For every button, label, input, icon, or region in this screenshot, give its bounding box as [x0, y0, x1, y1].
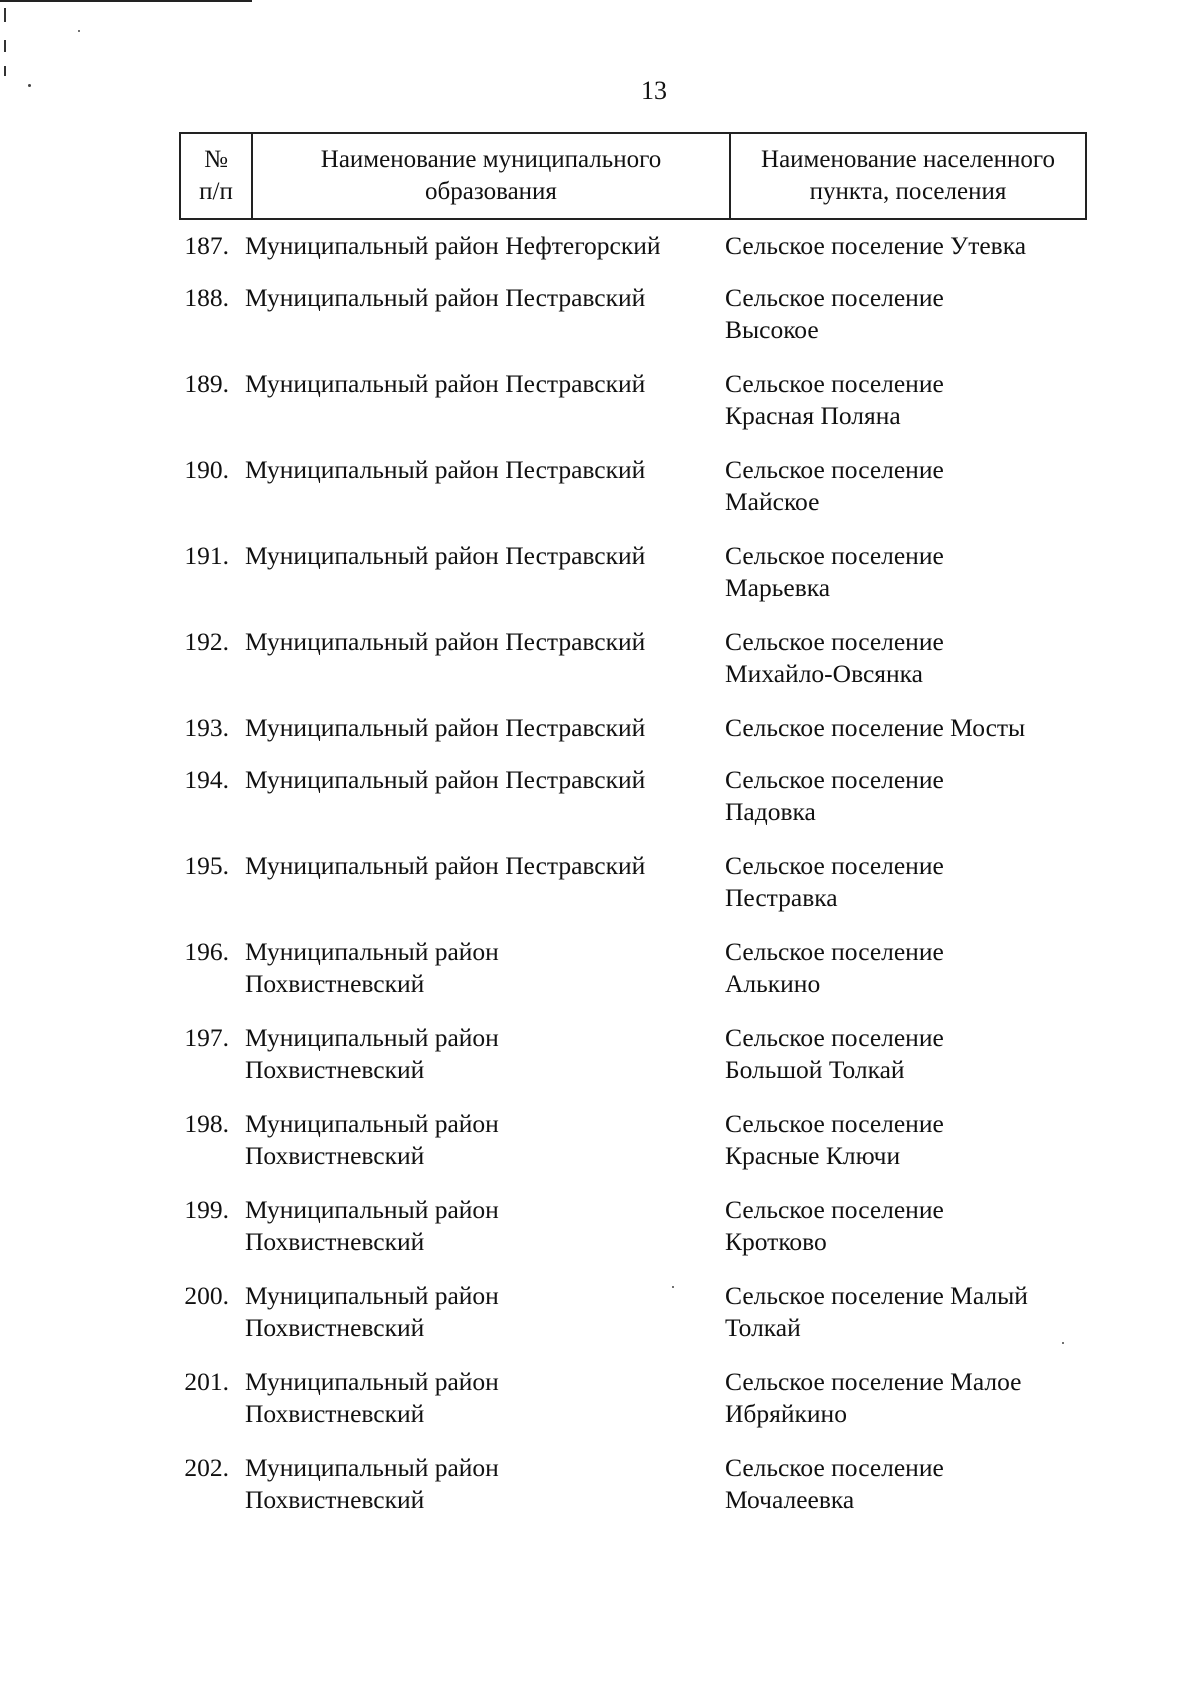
settlement-name: Сельское поселение Малый Толкай — [725, 1281, 1028, 1342]
municipality-name: Муниципальный район Пестравский — [245, 765, 646, 794]
header-settlement: Наименование населенного пункта, поселения — [729, 134, 1085, 218]
municipality-name: Муниципальный район Похвистневский — [245, 1281, 499, 1342]
municipality-name: Муниципальный район Похвистневский — [245, 937, 499, 998]
table-row — [179, 1108, 1087, 1172]
settlement-name: Сельское поселение Мочалеевка — [725, 1453, 944, 1514]
settlement-name: Сельское поселение Падовка — [725, 765, 944, 826]
header-municipality: Наименование муниципального образования — [251, 134, 729, 218]
table-row — [179, 1022, 1087, 1086]
table-row — [179, 282, 1087, 346]
municipality-name: Муниципальный район Похвистневский — [245, 1023, 499, 1084]
municipality-name: Муниципальный район Пестравский — [245, 851, 646, 880]
settlement-name: Сельское поселение Пестравка — [725, 851, 944, 912]
row-number: 195. — [184, 851, 229, 880]
table-row — [179, 936, 1087, 1000]
row-number: 187. — [184, 231, 229, 260]
table-row — [179, 1280, 1087, 1344]
settlement-name: Сельское поселение Майское — [725, 455, 944, 516]
row-number: 200. — [184, 1281, 229, 1310]
table-row — [179, 540, 1087, 604]
table-row — [179, 626, 1087, 690]
row-number: 201. — [184, 1367, 229, 1396]
row-number: 190. — [184, 455, 229, 484]
municipality-name: Муниципальный район Похвистневский — [245, 1453, 499, 1514]
header-num: № п/п — [199, 146, 233, 205]
settlement-name: Сельское поселение Красные Ключи — [725, 1109, 944, 1170]
settlement-name: Сельское поселение Михайло-Овсянка — [725, 627, 944, 688]
row-number: 202. — [184, 1453, 229, 1482]
settlement-name: Сельское поселение Утевка — [725, 231, 1027, 260]
row-number: 188. — [184, 283, 229, 312]
scan-edge-mark — [4, 40, 6, 52]
table-header — [179, 132, 1087, 220]
municipality-name: Муниципальный район Нефтегорский — [245, 231, 661, 260]
table-row — [179, 1194, 1087, 1258]
settlement-name: Сельское поселение Марьевка — [725, 541, 944, 602]
row-number: 196. — [184, 937, 229, 966]
table-body — [179, 230, 1087, 1538]
row-number: 193. — [184, 713, 229, 742]
municipality-name: Муниципальный район Похвистневский — [245, 1367, 499, 1428]
municipality-name: Муниципальный район Пестравский — [245, 455, 646, 484]
page-number: 13 — [641, 76, 667, 105]
table-row — [179, 368, 1087, 432]
table-row — [179, 850, 1087, 914]
municipality-name: Муниципальный район Пестравский — [245, 283, 646, 312]
settlement-name: Сельское поселение Красная Поляна — [725, 369, 944, 430]
row-number: 192. — [184, 627, 229, 656]
row-number: 197. — [184, 1023, 229, 1052]
table-row — [179, 1452, 1087, 1516]
municipality-name: Муниципальный район Похвистневский — [245, 1109, 499, 1170]
municipality-name: Муниципальный район Пестравский — [245, 541, 646, 570]
settlement-name: Сельское поселение Высокое — [725, 283, 944, 344]
row-number: 194. — [184, 765, 229, 794]
table-row — [179, 230, 1087, 262]
municipality-name: Муниципальный район Пестравский — [245, 713, 646, 742]
settlement-name: Сельское поселение Мосты — [725, 713, 1026, 742]
settlement-name: Сельское поселение Кротково — [725, 1195, 944, 1256]
row-number: 198. — [184, 1109, 229, 1138]
scan-edge-mark — [4, 66, 6, 76]
row-number: 191. — [184, 541, 229, 570]
table-row — [179, 454, 1087, 518]
table-row — [179, 764, 1087, 828]
scan-speck — [78, 30, 80, 32]
scan-edge-mark — [4, 8, 6, 22]
settlement-name: Сельское поселение Малое Ибряйкино — [725, 1367, 1022, 1428]
table-row — [179, 712, 1087, 744]
row-number: 199. — [184, 1195, 229, 1224]
table-row — [179, 1366, 1087, 1430]
scan-border-top — [0, 0, 252, 2]
settlement-name: Сельское поселение Алькино — [725, 937, 944, 998]
municipality-name: Муниципальный район Пестравский — [245, 369, 646, 398]
settlement-name: Сельское поселение Большой Толкай — [725, 1023, 944, 1084]
municipality-name: Муниципальный район Пестравский — [245, 627, 646, 656]
municipality-name: Муниципальный район Похвистневский — [245, 1195, 499, 1256]
row-number: 189. — [184, 369, 229, 398]
